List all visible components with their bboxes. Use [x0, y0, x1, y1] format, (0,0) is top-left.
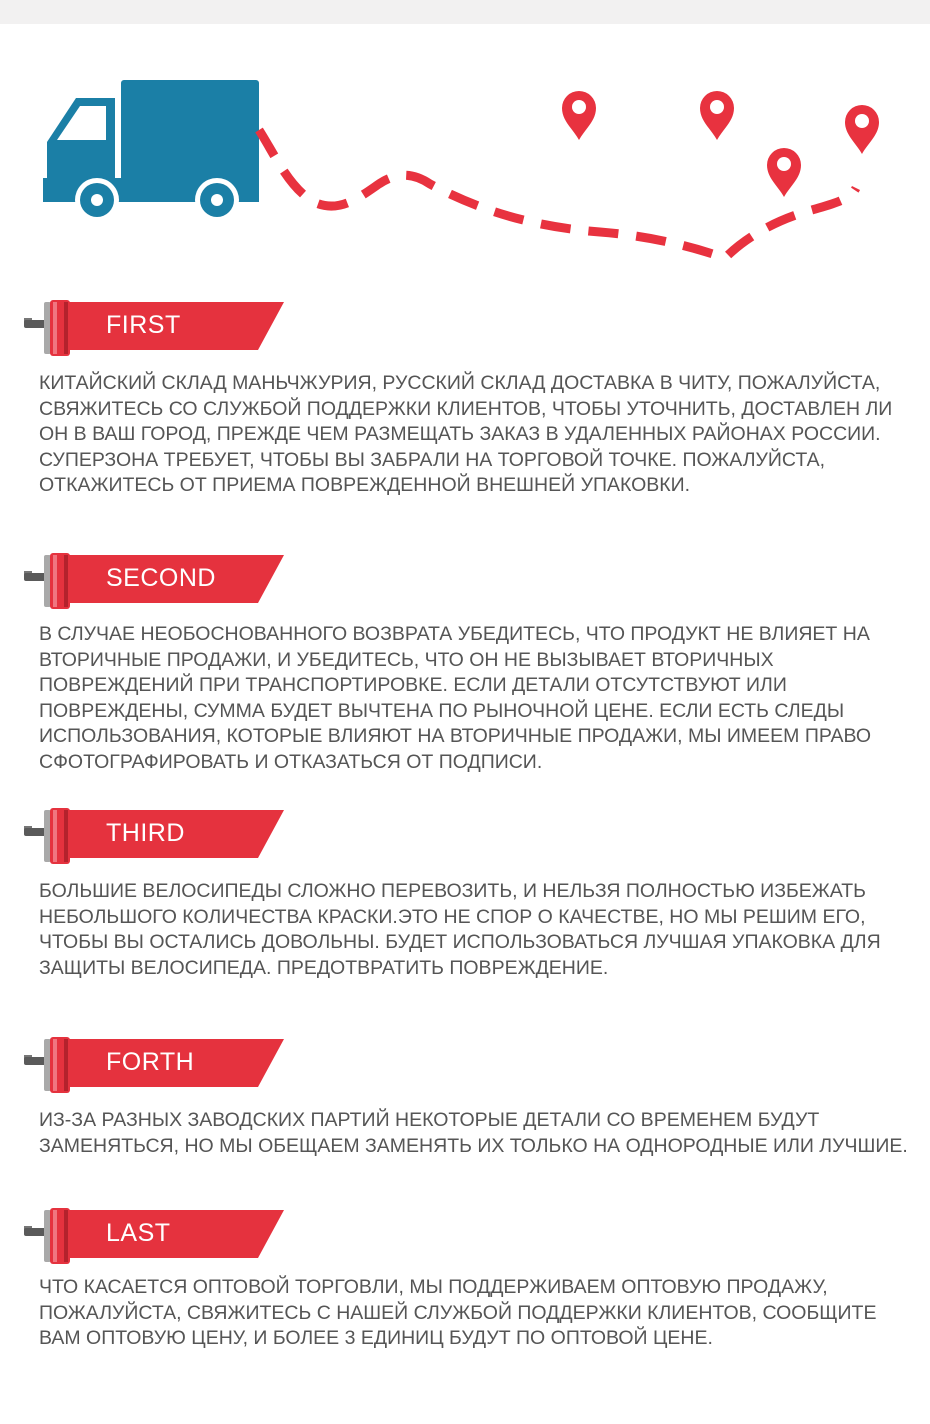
section-title: THIRD [106, 819, 185, 847]
section-header-second [22, 553, 292, 609]
map-pin-icon [562, 91, 596, 140]
map-pin-icon [845, 105, 879, 154]
section-title: LAST [106, 1219, 171, 1247]
section-text: ИЗ-ЗА РАЗНЫХ ЗАВОДСКИХ ПАРТИЙ НЕКОТОРЫЕ ДЕТАЛИ СО ВРЕМЕНЕМ БУДУТ ЗАМЕНЯТЬСЯ, НО МЫ ОБЕЩАЕМ ЗАМЕНЯТЬ ИХ ТОЛЬКО НА ОДНОРОДНЫЕ ИЛИ ЛУЧШИЕ. [39, 1109, 908, 1157]
section-text: ЧТО КАСАЕТСЯ ОПТОВОЙ ТОРГОВЛИ, МЫ ПОДДЕРЖИВАЕМ ОПТОВУЮ ПРОДАЖУ, ПОЖАЛУЙСТА, СВЯЖИТЕСЬ С НАШЕЙ СЛУЖБОЙ ПОДДЕРЖКИ КЛИЕНТОВ, СООБЩИТЕ ВАМ ОПТОВУЮ ЦЕНУ, И БОЛЕЕ 3 ЕДИНИЦ БУДУТ ПО ОПТОВОЙ ЦЕНЕ. [39, 1276, 877, 1350]
section-title: SECOND [106, 564, 216, 592]
map-pin-icon [767, 148, 801, 197]
section-title: FORTH [106, 1048, 195, 1076]
section-text: БОЛЬШИЕ ВЕЛОСИПЕДЫ СЛОЖНО ПЕРЕВОЗИТЬ, И НЕЛЬЗЯ ПОЛНОСТЬЮ ИЗБЕЖАТЬ НЕБОЛЬШОГО КОЛИЧЕСТВА КРАСКИ.ЭТО НЕ СПОР О КАЧЕСТВЕ, НО МЫ РЕШИМ ЕГО, ЧТОБЫ ВЫ ОСТАЛИСЬ ДОВОЛЬНЫ. БУДЕТ ИСПОЛЬЗОВАТЬСЯ ЛУЧШАЯ УПАКОВКА ДЛЯ ЗАЩИТЫ ВЕЛОСИПЕДА. ПРЕДОТВРАТИТЬ ПОВРЕЖДЕНИЕ. [39, 880, 881, 979]
section-header-third [22, 808, 292, 864]
section-header-forth [22, 1037, 292, 1093]
section-header-first [22, 300, 292, 356]
section-title: FIRST [106, 311, 181, 339]
section-text: В СЛУЧАЕ НЕОБОСНОВАННОГО ВОЗВРАТА УБЕДИТЕСЬ, ЧТО ПРОДУКТ НЕ ВЛИЯЕТ НА ВТОРИЧНЫЕ ПРОДАЖИ, И УБЕДИТЕСЬ, ЧТО ОН НЕ ВЫЗЫВАЕТ ВТОРИЧНЫХ ПОВРЕЖДЕНИЙ ПРИ ТРАНСПОРТИРОВКЕ. ЕСЛИ ДЕТАЛИ ОТСУТСТВУЮТ ИЛИ ПОВРЕЖДЕНЫ, СУММА БУДЕТ ВЫЧТЕНА ПО РЫНОЧНОЙ ЦЕНЕ. ЕСЛИ ЕСТЬ СЛЕДЫ ИСПОЛЬЗОВАНИЯ, КОТОРЫЕ ВЛИЯЮТ НА ВТОРИЧНЫЕ ПРОДАЖИ, МЫ ИМЕЕМ ПРАВО СФОТОГРАФИРОВАТЬ И ОТКАЗАТЬСЯ ОТ ПОДПИСИ. [39, 623, 872, 773]
map-pin-icon [700, 91, 734, 140]
section-text: КИТАЙСКИЙ СКЛАД МАНЬЧЖУРИЯ, РУССКИЙ СКЛАД ДОСТАВКА В ЧИТУ, ПОЖАЛУЙСТА, СВЯЖИТЕСЬ СО СЛУЖБОЙ ПОДДЕРЖКИ КЛИЕНТОВ, ЧТОБЫ УТОЧНИТЬ, ДОСТАВЛЕН ЛИ ОН В ВАШ ГОРОД, ПРЕЖДЕ ЧЕМ РАЗМЕЩАТЬ ЗАКАЗ В УДАЛЕННЫХ РАЙОНАХ РОССИИ. СУПЕРЗОНА ТРЕБУЕТ, ЧТОБЫ ВЫ ЗАБРАЛИ НА ТОРГОВОЙ ТОЧКЕ. ПОЖАЛУЙСТА, ОТКАЖИТЕСЬ ОТ ПРИЕМА ПОВРЕЖДЕННОЙ ВНЕШНЕЙ УПАКОВКИ. [39, 372, 893, 497]
delivery-route-illustration [0, 60, 930, 290]
route-dashed-path [259, 130, 856, 258]
delivery-truck-icon [43, 80, 259, 222]
top-strip [0, 0, 930, 24]
section-header-last [22, 1208, 292, 1264]
